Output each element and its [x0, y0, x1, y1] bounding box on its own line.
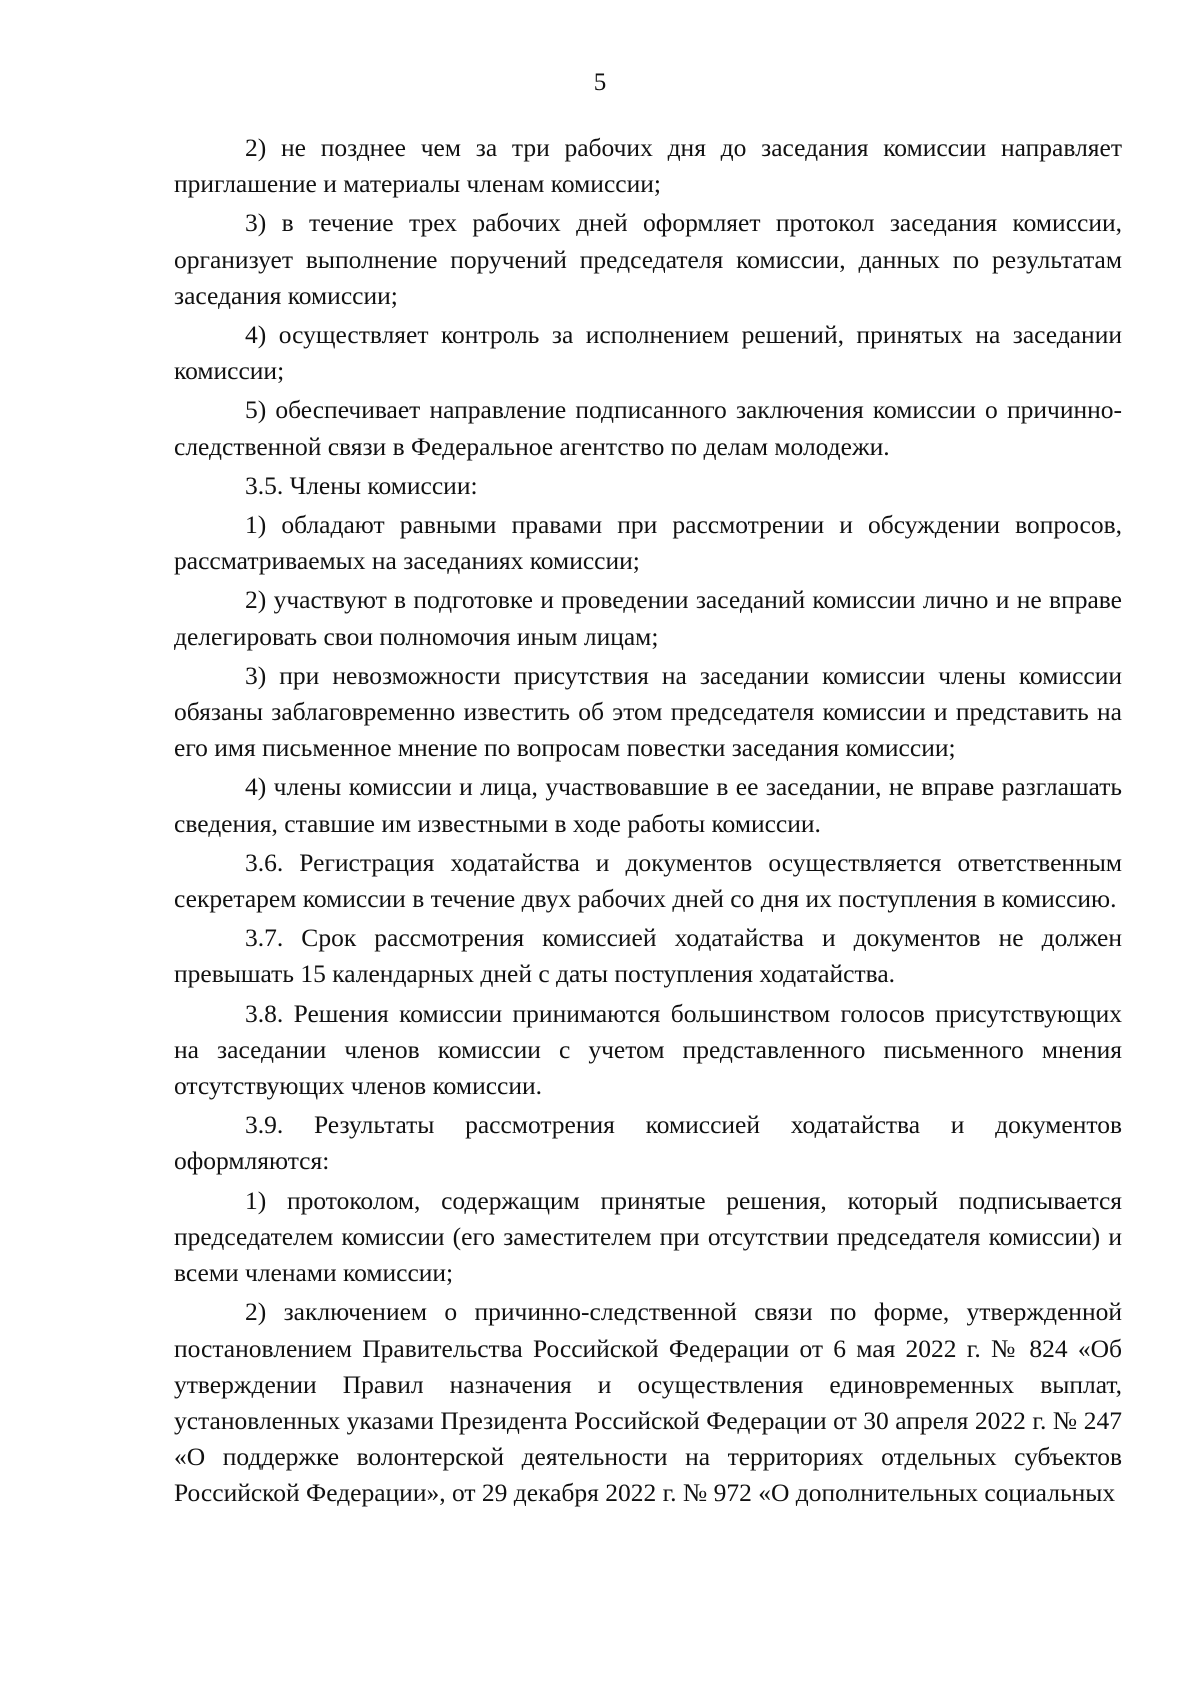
paragraph: 2) не позднее чем за три рабочих дня до заседания комиссии направляет приглашение и материалы членам комиссии; — [174, 133, 1122, 199]
document-body — [174, 130, 1122, 1515]
section-heading: 3.5. Члены комиссии: — [245, 470, 478, 500]
paragraph: 3) при невозможности присутствия на заседании комиссии члены комиссии обязаны заблаговременно известить об этом председателя комиссии и представить на его имя письменное мнение по вопросам повестки заседания комиссии; — [174, 660, 1122, 763]
page-number: 5 — [593, 69, 607, 96]
paragraph: 1) обладают равными правами при рассмотрении и обсуждении вопросов, рассматриваемых на заседаниях комиссии; — [174, 510, 1122, 576]
paragraph: 4) члены комиссии и лица, участвовавшие в ее заседании, не вправе разглашать сведения, ставшие им известными в ходе работы комиссии. — [174, 772, 1122, 838]
paragraph: 1) протоколом, содержащим принятые решения, который подписывается председателем комиссии (его заместителем при отсутствии председателя комиссии) и всеми членами комиссии; — [174, 1185, 1122, 1288]
paragraph: 4) осуществляет контроль за исполнением решений, принятых на заседании комиссии; — [174, 320, 1122, 386]
paragraph: 3.7. Срок рассмотрения комиссией ходатайства и документов не должен превышать 15 календарных дней с даты поступления ходатайства. — [174, 923, 1122, 989]
paragraph: 2) заключением о причинно-следственной связи по форме, утвержденной постановлением Правительства Российской Федерации от 6 мая 2022 г. № 824 «Об утверждении Правил назначения и осуществления единовременных выплат, установленных указами Президента Российской Федерации от 30 апреля 2022 г. № 247 «О поддержке волонтерской деятельности на территориях отдельных субъектов Российской Федерации», от 29 декабря 2022 г. № 972 «О дополнительных социальных — [174, 1297, 1122, 1508]
paragraph: 3.8. Решения комиссии принимаются большинством голосов присутствующих на заседании членов комиссии с учетом представленного письменного мнения отсутствующих членов комиссии. — [174, 998, 1122, 1101]
paragraph: 2) участвуют в подготовке и проведении заседаний комиссии лично и не вправе делегировать свои полномочия иным лицам; — [174, 585, 1122, 651]
paragraph: 5) обеспечивает направление подписанного заключения комиссии о причинно-следственной связи в Федеральное агентство по делам молодежи. — [174, 395, 1122, 461]
paragraph: 3.6. Регистрация ходатайства и документов осуществляется ответственным секретарем комиссии в течение двух рабочих дней со дня их поступления в комиссию. — [174, 847, 1122, 914]
paragraph: 3.9. Результаты рассмотрения комиссией ходатайства и документов оформляются: — [174, 1110, 1122, 1176]
paragraph: 3) в течение трех рабочих дней оформляет протокол заседания комиссии, организует выполнение поручений председателя комиссии, данных по результатам заседания комиссии; — [174, 208, 1122, 310]
